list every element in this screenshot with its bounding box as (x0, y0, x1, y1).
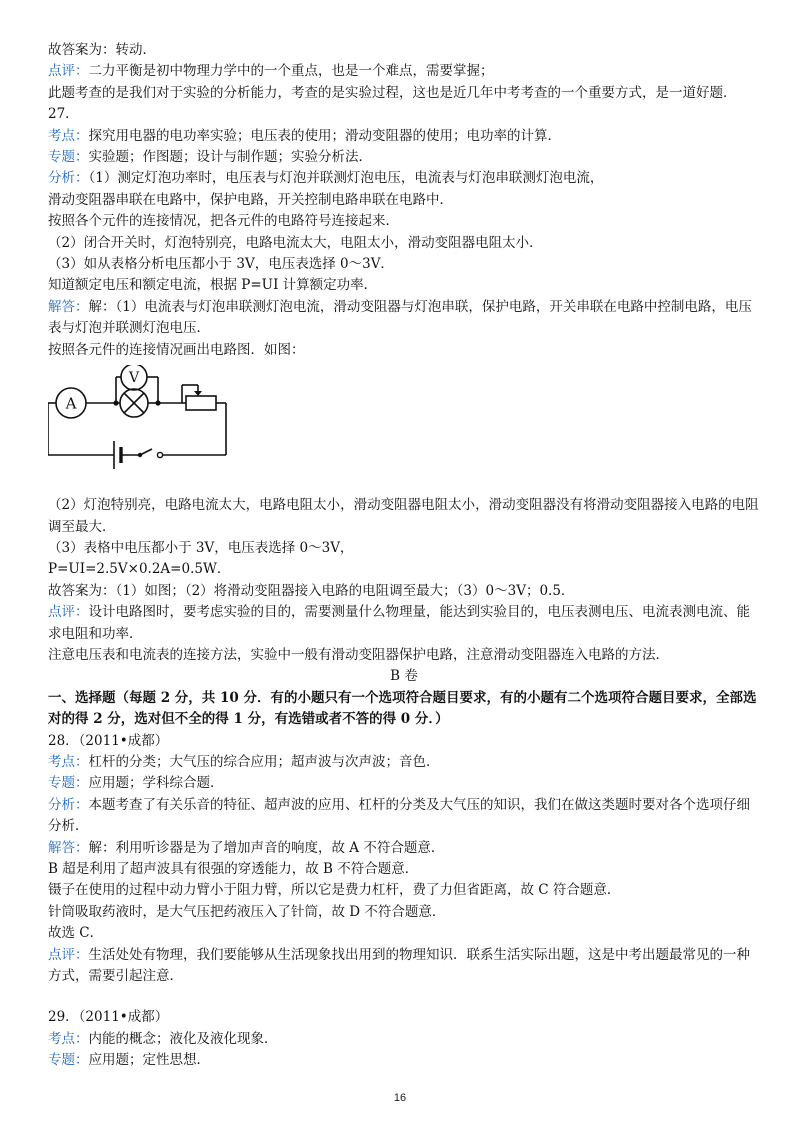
label-tag: 点评： (48, 604, 89, 621)
text-line: 考点：探究用电器的电功率实验；电压表的使用；滑动变阻器的使用；电功率的计算． (48, 127, 561, 144)
text-line: 分析：（1）测定灯泡功率时，电压表与灯泡并联测灯泡电压，电流表与灯泡串联测灯泡电流， (48, 170, 604, 187)
label-tag: 解答： (48, 839, 89, 856)
question-number: 27． (48, 106, 79, 123)
text-line: 专题：应用题；学科综合题． (48, 775, 224, 792)
text-line: 按照各元件的连接情况画出电路图．如图： (48, 341, 305, 358)
page-number: 16 (393, 1092, 407, 1104)
question-number: 28．（2011•成都） (48, 732, 169, 749)
switch-contact (157, 452, 162, 457)
section-instructions: 一、选择题（每题 2 分，共 10 分．有的小题只有一个选项符合题目要求，有的小题有二个选项符合题目要求，全部选对的得 2 分，选对但不全的得 1 分，有选错或者不答的得 0 分．） (48, 689, 757, 728)
label-tag: 专题： (48, 1052, 89, 1069)
text-paragraph: （2）灯泡特别亮，电路电流太大，电路电阻太小，滑动变阻器电阻太小，滑动变阻器没有将滑动变阻器接入电路的电阻调至最大． (48, 497, 759, 535)
switch-contact (138, 453, 142, 457)
text-line: B 超是利用了超声波具有很强的穿透能力，故 B 不符合题意． (48, 861, 419, 877)
text-paragraph: 分析：本题考查了有关乐音的特征、超声波的应用、杠杆的分类及大气压的知识，我们在做这类题时要对各个选项仔细分析． (48, 796, 750, 835)
text-paragraph: 点评：生活处处有物理，我们要能够从生活现象找出用到的物理知识．联系生活实际出题，这是中考出题最常见的一种方式，需要引起注意． (48, 946, 750, 985)
label-tag: 分析： (48, 170, 89, 187)
text-line: 注意电压表和电流表的连接方法，实验中一般有滑动变阻器保护电路，注意滑动变阻器连入电路的方法． (48, 646, 669, 663)
label-tag: 解答： (48, 298, 89, 315)
voltmeter-label: V (128, 370, 140, 387)
text-line: 知道额定电压和额定电流，根据 P=UI 计算额定功率． (48, 277, 378, 294)
label-tag: 专题： (48, 149, 89, 166)
text-line: 滑动变阻器串联在电路中，保护电路，开关控制电路串联在电路中． (48, 191, 453, 208)
rheostat-body (186, 396, 216, 410)
junction-dot (155, 400, 160, 405)
text-line: （3）如从表格分析电压都小于 3V，电压表选择 0～3V． (48, 256, 394, 273)
ammeter-label: A (65, 394, 77, 413)
text-line: 专题：应用题；定性思想． (48, 1052, 210, 1069)
text-line: 故答案为：转动． (48, 42, 156, 58)
text-line: 故选 C． (48, 925, 104, 942)
label-tag: 分析： (48, 796, 89, 813)
text-paragraph: 点评：设计电路图时，要考虑实验的目的，需要测量什么物理量，能达到实验目的，电压表测电压、电流表测电流、能求电阻和功率． (48, 604, 750, 642)
text-line: 考点：内能的概念；液化及液化现象． (48, 1030, 278, 1047)
label-tag: 考点： (48, 1030, 89, 1047)
text-line: 此题考查的是我们对于实验的分析能力，考查的是实验过程，这也是近几年中考考查的一个重要方式，是一道好题． (48, 84, 737, 101)
question-number: 29．（2011•成都） (48, 1009, 169, 1026)
text-line: 故答案为：（1）如图；（2）将滑动变阻器接入电路的电阻调至最大；（3）0～3V；0.5． (48, 582, 575, 599)
section-title: B 卷 (390, 668, 418, 685)
label-tag: 点评： (48, 63, 89, 80)
text-line: 针筒吸取药液时，是大气压把药液压入了针筒，故 D 不符合题意． (48, 903, 446, 920)
circuit-diagram-svg (48, 365, 248, 491)
text-line: （2）闭合开关时，灯泡特别亮，电路电流太大，电阻太小，滑动变阻器电阻太小． (48, 234, 543, 251)
spacer (48, 987, 760, 1007)
junction-dot (113, 400, 118, 405)
label-tag: 考点： (48, 753, 89, 770)
text-line: 镊子在使用的过程中动力臂小于阻力臂，所以它是费力杠杆，费了力但省距离，故 C 符合题意． (48, 882, 621, 899)
text-line: 解答：解：利用听诊器是为了增加声音的响度，故 A 不符合题意． (48, 839, 445, 856)
document-page (48, 40, 760, 1072)
text-line: 点评：二力平衡是初中物理力学中的一个重点，也是一个难点，需要掌握； (48, 63, 494, 80)
label-tag: 考点： (48, 127, 89, 144)
text-line: （3）表格中电压都小于 3V，电压表选择 0～3V， (48, 539, 354, 556)
text-line: 考点：杠杆的分类；大气压的综合应用；超声波与次声波；音色． (48, 753, 440, 770)
label-tag: 点评： (48, 946, 89, 963)
label-tag: 专题： (48, 775, 89, 792)
text-line: 按照各个元件的连接情况，把各元件的电路符号连接起来． (48, 213, 399, 230)
text-paragraph: 解答：解：（1）电流表与灯泡串联测灯泡电流，滑动变阻器与灯泡串联，保护电路，开关串联在电路中控制电路，电压表与灯泡并联测灯泡电压． (48, 298, 752, 337)
text-line: P=UI=2.5V×0.2A=0.5W． (48, 561, 231, 578)
circuit-diagram (48, 361, 760, 495)
text-line: 专题：实验题；作图题；设计与制作题；实验分析法． (48, 149, 372, 166)
